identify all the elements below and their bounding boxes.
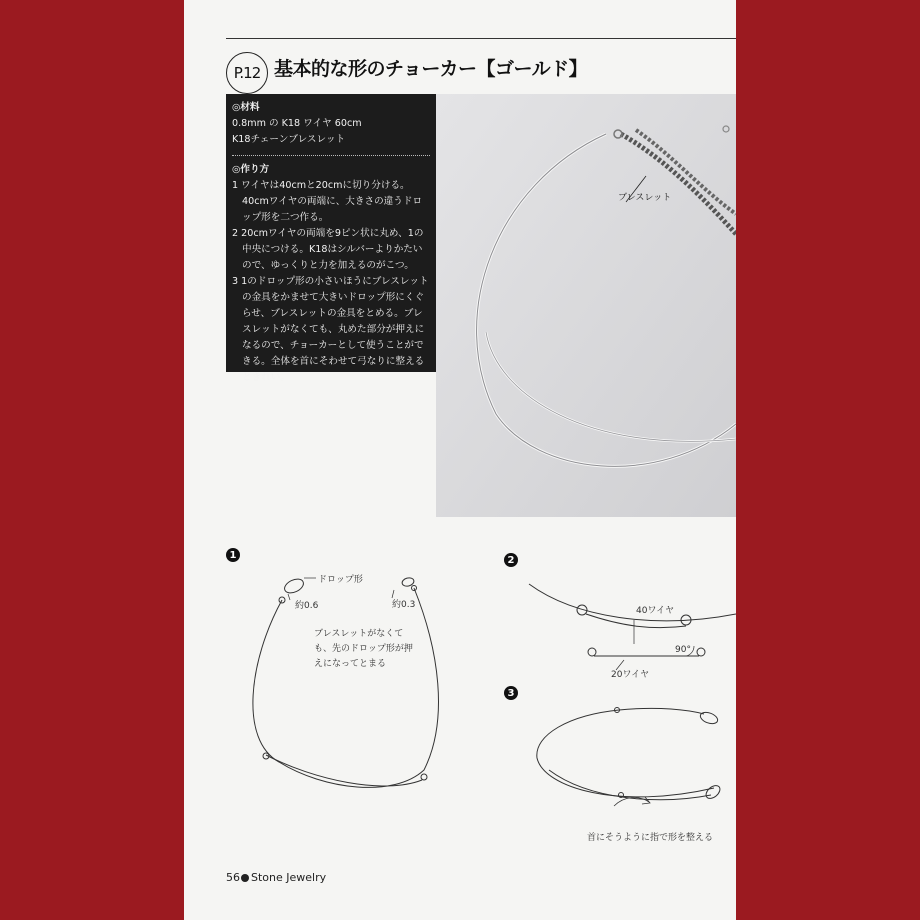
- divider: [232, 155, 430, 156]
- bullet-icon: [241, 874, 249, 882]
- step-2-badge: 2: [504, 553, 518, 567]
- product-photo: [436, 94, 736, 517]
- method-step: 1 ワイヤは40cmと20cmに切り分ける。40cmワイヤの両端に、大きさの違うドロップ形を二つ作る。: [232, 180, 423, 223]
- materials-box: [226, 94, 436, 383]
- materials-heading: ◎材料: [232, 102, 260, 113]
- page-title: 基本的な形のチョーカー【ゴールド】: [274, 58, 588, 80]
- step-1-badge: 1: [226, 548, 240, 562]
- diagram-3-caption: 首にそうように指で形を整える: [587, 833, 714, 843]
- diagram-1-note: ブレスレットがなくても、先のドロップ形が押えになってとまる: [314, 629, 413, 669]
- material-line: 0.8mm の K18 ワイヤ 60cm: [232, 118, 362, 129]
- material-line: K18チェーンブレスレット: [232, 134, 346, 145]
- left-size-label: 約0.6: [295, 601, 319, 611]
- book-page: [184, 0, 736, 920]
- top-rule: [226, 38, 736, 39]
- method-steps: [232, 178, 430, 386]
- drop-shape-label: ドロップ形: [318, 575, 363, 585]
- choker-photo-illustration: [436, 94, 736, 517]
- diagram-3: [529, 700, 729, 825]
- angle-label: 90°: [675, 645, 691, 655]
- diagram-2: [524, 572, 736, 682]
- method-step: 3 1のドロップ形の小さいほうにブレスレットの金具をかませて大きいドロップ形にくぐらせ、ブレスレットの金具をとめる。ブレスレットがなくても、丸めた部分が押えになるので、チョーカーとして使うことができる。全体を首にそわせて弓なりに整えるときれい。: [232, 276, 429, 383]
- wire-20-label: 20ワイヤ: [611, 670, 650, 680]
- page-footer: [226, 871, 326, 884]
- method-heading: ◎作り方: [232, 164, 270, 175]
- page-number: 56: [226, 871, 240, 884]
- wire-40-label: 40ワイヤ: [636, 606, 675, 616]
- step-3-badge: 3: [504, 686, 518, 700]
- right-size-label: 約0.3: [392, 600, 416, 610]
- book-title: Stone Jewelry: [251, 871, 327, 884]
- bracelet-label: ブレスレット: [618, 193, 672, 203]
- method-step: 2 20cmワイヤの両端を9ピン状に丸め、1の中央につける。K18はシルバーよりかたいので、ゆっくりと力を加えるのがこつ。: [232, 228, 424, 271]
- page-ref-badge: P.12: [226, 52, 268, 94]
